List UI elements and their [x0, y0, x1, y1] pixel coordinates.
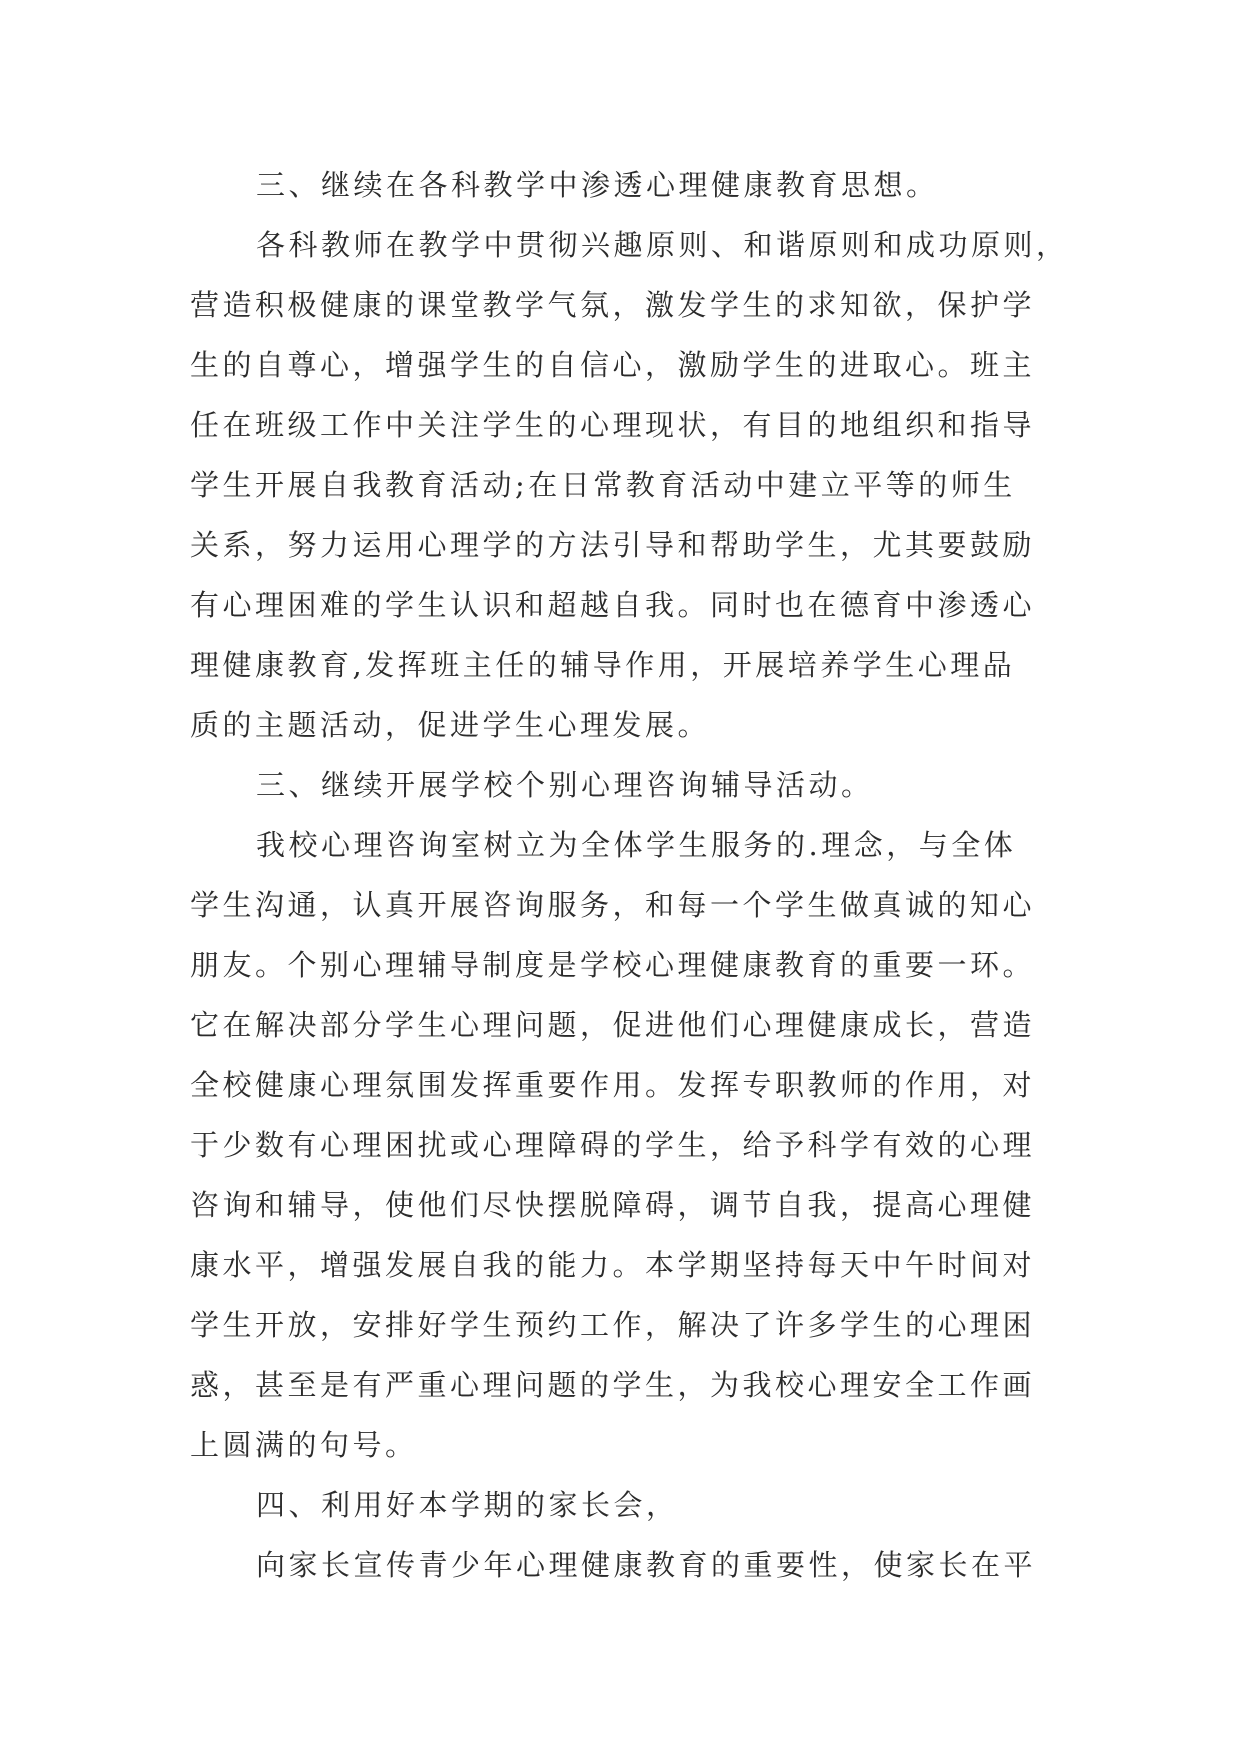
paragraph-line: 任在班级工作中关注学生的心理现状，有目的地组织和指导 — [190, 408, 1036, 442]
paragraph-line: 学生沟通，认真开展咨询服务，和每一个学生做真诚的知心 — [190, 888, 1036, 922]
paragraph-first-line: 三、继续开展学校个别心理咨询辅导活动。 — [256, 768, 874, 802]
paragraph-line: 质的主题活动，促进学生心理发展。 — [190, 708, 711, 742]
paragraph-line: 学生开放，安排好学生预约工作，解决了许多学生的心理困 — [190, 1308, 1036, 1342]
paragraph-first-line: 四、利用好本学期的家长会， — [256, 1488, 679, 1522]
paragraph-first-line: 三、继续在各科教学中渗透心理健康教育思想。 — [256, 168, 939, 202]
paragraph-line: 全校健康心理氛围发挥重要作用。发挥专职教师的作用，对 — [190, 1068, 1036, 1102]
paragraph-line: 它在解决部分学生心理问题，促进他们心理健康成长，营造 — [190, 1008, 1036, 1042]
paragraph-line: 惑，甚至是有严重心理问题的学生，为我校心理安全工作画 — [190, 1368, 1036, 1402]
paragraph-line: 有心理困难的学生认识和超越自我。同时也在德育中渗透心 — [190, 588, 1036, 622]
paragraph-line: 关系，努力运用心理学的方法引导和帮助学生，尤其要鼓励 — [190, 528, 1036, 562]
paragraph-line: 理健康教育,发挥班主任的辅导作用，开展培养学生心理品 — [190, 648, 1016, 682]
paragraph-line: 上圆满的句号。 — [190, 1428, 418, 1462]
paragraph-line: 营造积极健康的课堂教学气氛，激发学生的求知欲，保护学 — [190, 288, 1036, 322]
paragraph-line: 于少数有心理困扰或心理障碍的学生，给予科学有效的心理 — [190, 1128, 1036, 1162]
paragraph-line: 康水平，增强发展自我的能力。本学期坚持每天中午时间对 — [190, 1248, 1036, 1282]
paragraph-line: 学生开展自我教育活动;在日常教育活动中建立平等的师生 — [190, 468, 1016, 502]
paragraph-line: 朋友。个别心理辅导制度是学校心理健康教育的重要一环。 — [190, 948, 1036, 982]
paragraph-first-line: 向家长宣传青少年心理健康教育的重要性，使家长在平 — [256, 1548, 1037, 1582]
paragraph-first-line: 我校心理咨询室树立为全体学生服务的.理念，与全体 — [256, 828, 1017, 862]
paragraph-line: 咨询和辅导，使他们尽快摆脱障碍，调节自我，提高心理健 — [190, 1188, 1036, 1222]
document-body — [190, 155, 1090, 1595]
paragraph-line: 生的自尊心，增强学生的自信心，激励学生的进取心。班主 — [190, 348, 1036, 382]
paragraph-first-line: 各科教师在教学中贯彻兴趣原则、和谐原则和成功原则， — [256, 228, 1069, 262]
